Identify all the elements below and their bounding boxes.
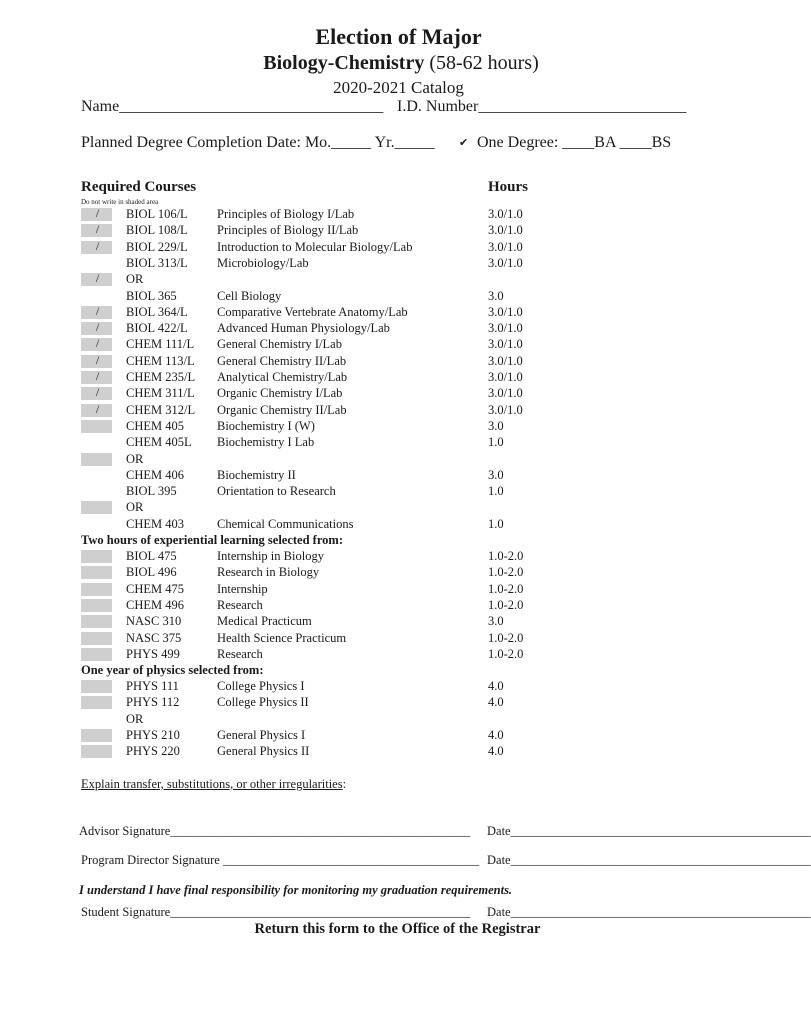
course-title: Internship	[217, 581, 268, 596]
shaded-checkbox	[81, 648, 112, 661]
course-hours: 3.0	[488, 614, 504, 629]
course-row	[0, 435, 770, 451]
shaded-checkbox	[81, 729, 112, 742]
course-code: BIOL 475	[126, 549, 177, 563]
course-title: College Physics I	[217, 679, 305, 693]
course-title: Health Science Practicum	[217, 630, 347, 645]
course-hours: 3.0/1.0	[488, 223, 523, 238]
box-slash: /	[95, 320, 100, 335]
course-code: CHEM 311/L	[126, 386, 195, 401]
course-title: General Physics I	[217, 727, 306, 742]
course-code: BIOL 313/L	[126, 255, 188, 270]
required-courses-heading: Required Courses	[81, 179, 197, 195]
course-hours: 4.0	[488, 727, 504, 742]
course-title: Internship in Biology	[217, 549, 324, 563]
responsibility-statement: I understand I have final responsibility for monitoring my graduation requirements.	[79, 883, 513, 897]
course-row	[0, 468, 770, 484]
return-instruction: Return this form to the Office of the Registrar	[254, 921, 541, 937]
box-slash: /	[95, 336, 100, 351]
course-code: PHYS 220	[126, 744, 180, 759]
course-title: Analytical Chemistry/Lab	[217, 370, 348, 384]
course-hours: 1.0-2.0	[488, 630, 524, 645]
course-title: General Physics II	[217, 744, 310, 759]
course-row	[0, 207, 770, 223]
course-code: BIOL 108/L	[126, 223, 188, 238]
course-title: Advanced Human Physiology/Lab	[217, 321, 390, 336]
experiential-heading: Two hours of experiential learning selected from:	[81, 533, 343, 547]
physics-heading: One year of physics selected from:	[81, 663, 264, 677]
course-code: PHYS 111	[126, 679, 179, 693]
course-code: NASC 310	[126, 614, 182, 629]
shaded-checkbox	[81, 583, 112, 596]
shaded-checkbox	[81, 745, 112, 758]
course-row	[0, 272, 770, 288]
degree-field[interactable]: One Degree: ____BA ____BS	[477, 134, 672, 151]
course-hours: 3.0/1.0	[488, 321, 523, 336]
course-code: CHEM 496	[126, 597, 184, 612]
box-slash: /	[95, 369, 100, 383]
shaded-checkbox	[81, 680, 112, 693]
course-title: College Physics II	[217, 695, 309, 710]
course-row	[0, 240, 770, 256]
course-row	[0, 370, 770, 386]
shaded-checkbox	[81, 599, 112, 612]
course-title: Principles of Biology I/Lab	[217, 207, 355, 221]
course-hours: 1.0-2.0	[488, 646, 524, 661]
course-code: CHEM 312/L	[126, 402, 196, 417]
course-code: BIOL 395	[126, 484, 177, 499]
course-row	[0, 337, 770, 353]
course-title: Research	[217, 646, 263, 661]
course-row	[0, 484, 770, 500]
course-title: Chemical Communications	[217, 516, 354, 531]
hours-heading: Hours	[488, 179, 529, 195]
explain-colon: :	[342, 777, 347, 791]
shaded-checkbox	[81, 420, 112, 433]
course-hours: 1.0	[488, 484, 504, 499]
course-hours: 3.0	[488, 467, 504, 482]
form-title: Election of Major	[315, 24, 482, 49]
box-slash: /	[95, 385, 100, 400]
course-hours: 3.0/1.0	[488, 370, 523, 384]
course-row	[0, 549, 770, 565]
shaded-area-note: Do not write in shaded area	[81, 198, 159, 206]
advisor-signature-field[interactable]: Advisor Signature________________________________________________	[79, 824, 471, 838]
box-slash: /	[95, 238, 100, 253]
course-code: CHEM 475	[126, 581, 184, 596]
shaded-checkbox	[81, 566, 112, 579]
major-title	[0, 52, 802, 75]
catalog-year: 2020-2021 Catalog	[333, 78, 464, 97]
shaded-checkbox	[81, 615, 112, 628]
shaded-checkbox	[81, 696, 112, 709]
course-code: BIOL 422/L	[126, 321, 188, 336]
course-hours: 3.0	[488, 288, 504, 303]
course-title: Principles of Biology II/Lab	[217, 223, 359, 238]
course-row	[0, 744, 770, 760]
course-code: BIOL 365	[126, 288, 177, 303]
course-row	[0, 679, 770, 695]
course-title: General Chemistry II/Lab	[217, 353, 347, 368]
major-name: Biology-Chemistry	[263, 52, 425, 74]
course-title: General Chemistry I/Lab	[217, 337, 342, 352]
course-row	[0, 614, 770, 630]
course-hours: 4.0	[488, 695, 504, 710]
completion-date-field[interactable]: Planned Degree Completion Date: Mo._____ Yr._____	[81, 134, 435, 151]
course-title: Research	[217, 597, 263, 612]
course-hours: 1.0-2.0	[488, 581, 524, 596]
explain-text: Explain transfer, substitutions, or other irregularities	[81, 777, 343, 791]
course-hours: 3.0/1.0	[488, 207, 523, 221]
course-code: PHYS 499	[126, 646, 180, 661]
course-code: CHEM 235/L	[126, 370, 196, 384]
course-hours: 1.0-2.0	[488, 597, 524, 612]
course-hours: 3.0/1.0	[488, 402, 523, 417]
course-hours: 3.0/1.0	[488, 337, 523, 352]
course-hours: 3.0	[488, 418, 504, 433]
course-hours: 3.0/1.0	[488, 353, 523, 368]
course-title: Organic Chemistry II/Lab	[217, 402, 347, 417]
course-code: BIOL 364/L	[126, 304, 188, 319]
course-row	[0, 598, 770, 614]
course-title: Medical Practicum	[217, 614, 312, 629]
course-row	[0, 631, 770, 647]
course-row	[0, 712, 770, 728]
course-title: Organic Chemistry I/Lab	[217, 386, 343, 401]
course-title: Introduction to Molecular Biology/Lab	[217, 239, 413, 254]
box-slash: /	[95, 303, 100, 318]
course-code: CHEM 113/L	[126, 353, 195, 368]
course-title: Microbiology/Lab	[217, 255, 309, 270]
advisor-date-field[interactable]: Date________________________________________________	[487, 824, 811, 838]
shaded-checkbox	[81, 632, 112, 645]
course-code: CHEM 111/L	[126, 337, 195, 352]
course-row	[0, 565, 770, 581]
course-row	[0, 517, 770, 533]
box-slash: /	[95, 222, 100, 237]
shaded-checkbox	[81, 501, 112, 514]
course-code: CHEM 406	[126, 467, 184, 482]
hours-range: (58-62 hours)	[429, 52, 539, 74]
course-code: CHEM 403	[126, 516, 184, 531]
course-code: OR	[126, 500, 144, 515]
course-code: CHEM 405L	[126, 435, 192, 450]
course-row	[0, 647, 770, 663]
course-row	[0, 728, 770, 744]
course-code: BIOL 229/L	[126, 239, 188, 254]
program-director-signature-field[interactable]: Program Director Signature _________________________________________	[81, 853, 480, 867]
course-code: OR	[126, 711, 144, 726]
course-hours: 1.0-2.0	[488, 549, 524, 563]
course-row	[0, 452, 770, 468]
shaded-checkbox	[81, 550, 112, 563]
course-code: BIOL 496	[126, 565, 177, 580]
course-title: Cell Biology	[217, 288, 282, 303]
id-number-field[interactable]: I.D. Number__________________________	[397, 98, 687, 115]
course-code: NASC 375	[126, 630, 182, 645]
course-row	[0, 500, 770, 516]
course-title: Comparative Vertebrate Anatomy/Lab	[217, 304, 408, 319]
course-row	[0, 321, 770, 337]
explain-irregularities-label	[81, 777, 346, 792]
course-title: Research in Biology	[217, 565, 320, 580]
course-row	[0, 582, 770, 598]
course-row	[0, 256, 770, 272]
course-hours: 3.0/1.0	[488, 239, 523, 254]
box-slash: /	[95, 271, 100, 286]
course-row	[0, 419, 770, 435]
course-title: Biochemistry I (W)	[217, 418, 315, 433]
box-slash: /	[95, 401, 100, 416]
shaded-checkbox	[81, 453, 112, 466]
student-signature-field[interactable]: Student Signature________________________________________________	[81, 905, 471, 919]
check-mark-icon: ✔	[459, 136, 469, 149]
course-row	[0, 403, 770, 419]
course-row	[0, 354, 770, 370]
course-code: PHYS 210	[126, 727, 180, 742]
course-code: CHEM 405	[126, 418, 184, 433]
course-hours: 4.0	[488, 679, 504, 693]
course-row	[0, 386, 770, 402]
course-hours: 1.0	[488, 516, 504, 531]
course-row	[0, 305, 770, 321]
course-row	[0, 223, 770, 239]
course-hours: 4.0	[488, 744, 504, 759]
name-field[interactable]: Name_________________________________	[81, 98, 384, 115]
course-hours: 3.0/1.0	[488, 304, 523, 319]
program-director-date-field[interactable]: Date________________________________________________	[487, 853, 811, 867]
box-slash: /	[95, 352, 100, 367]
box-slash: /	[95, 206, 100, 220]
course-hours: 3.0/1.0	[488, 255, 523, 270]
course-hours: 1.0-2.0	[488, 565, 524, 580]
student-date-field[interactable]: Date________________________________________________	[487, 905, 811, 919]
course-row	[0, 289, 770, 305]
course-hours: 3.0/1.0	[488, 386, 523, 401]
course-code: PHYS 112	[126, 695, 180, 710]
course-title: Biochemistry I Lab	[217, 435, 315, 450]
course-code: OR	[126, 272, 144, 287]
course-title: Biochemistry II	[217, 467, 296, 482]
course-title: Orientation to Research	[217, 484, 336, 499]
course-code: BIOL 106/L	[126, 207, 188, 221]
course-row	[0, 695, 770, 711]
course-hours: 1.0	[488, 435, 504, 450]
course-code: OR	[126, 451, 144, 466]
